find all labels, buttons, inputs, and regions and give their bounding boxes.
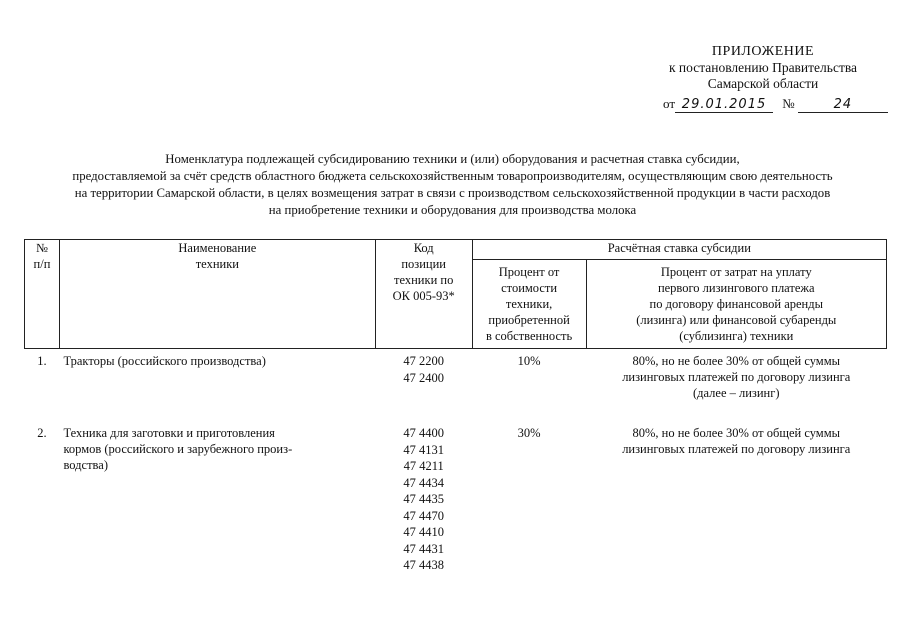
header-pct-own: Процент от стоимости техники, приобретенной в собственность (472, 260, 586, 349)
subsidy-table (24, 239, 887, 574)
document-title (0, 151, 905, 219)
header-name: Наименование техники (59, 240, 375, 349)
number-value: 24 (798, 97, 888, 113)
row-name: Тракторы (российского производства) (63, 354, 266, 368)
header-pct-lease: Процент от затрат на уплату первого лизингового платежа по договору финансовой аренды (лизинга) или финансовой субаренды (сублизинга) техники (586, 260, 886, 349)
title-line1: Номенклатура подлежащей субсидированию техники и (или) оборудования и расчетная ставка субсидии, (165, 152, 740, 166)
row-pct-own: 10% (517, 354, 541, 368)
row-pct-own: 30% (517, 426, 541, 440)
header-num: № п/п (25, 240, 60, 349)
appendix-date-number (663, 96, 888, 113)
table-row (25, 349, 887, 426)
row-pct-lease: 80%, но не более 30% от общей суммы лизинговых платежей по договору лизинга (далее – лизинг) (622, 354, 851, 400)
row-codes: 47 4400 47 4131 47 4211 47 4434 47 4435 47 4470 47 4410 47 4431 47 4438 (403, 426, 444, 572)
title-line4: на приобретение техники и оборудования для производства молока (268, 203, 637, 217)
title-line2: предоставляемой за счёт средств областного бюджета сельскохозяйственным товаропроизводителям, осуществляющим свою деятельность (72, 169, 833, 183)
table-header-row-1 (25, 240, 887, 260)
row-pct-lease: 80%, но не более 30% от общей суммы лизинговых платежей по договору лизинга (622, 426, 851, 456)
appendix-line2: Самарской области (707, 76, 819, 91)
date-prefix: от (663, 96, 676, 111)
appendix-header (643, 44, 883, 92)
appendix-title: ПРИЛОЖЕНИЕ (711, 44, 815, 59)
row-num: 2. (37, 426, 47, 440)
table-row (25, 425, 887, 574)
row-codes: 47 2200 47 2400 (403, 354, 444, 385)
date-value: 29.01.2015 (675, 97, 773, 113)
row-name: Техника для заготовки и приготовления кормов (российского и зарубежного произ- водства) (63, 426, 293, 472)
header-code: Код позиции техники по ОК 005-93* (375, 240, 472, 349)
title-line3: на территории Самарской области, в целях возмещения затрат в связи с производством сельскохозяйственной продукции в части расходов (74, 186, 831, 200)
number-sign: № (782, 96, 795, 111)
appendix-line1: к постановлению Правительства (668, 60, 858, 75)
row-num: 1. (37, 354, 47, 368)
header-rate: Расчётная ставка субсидии (472, 240, 886, 260)
